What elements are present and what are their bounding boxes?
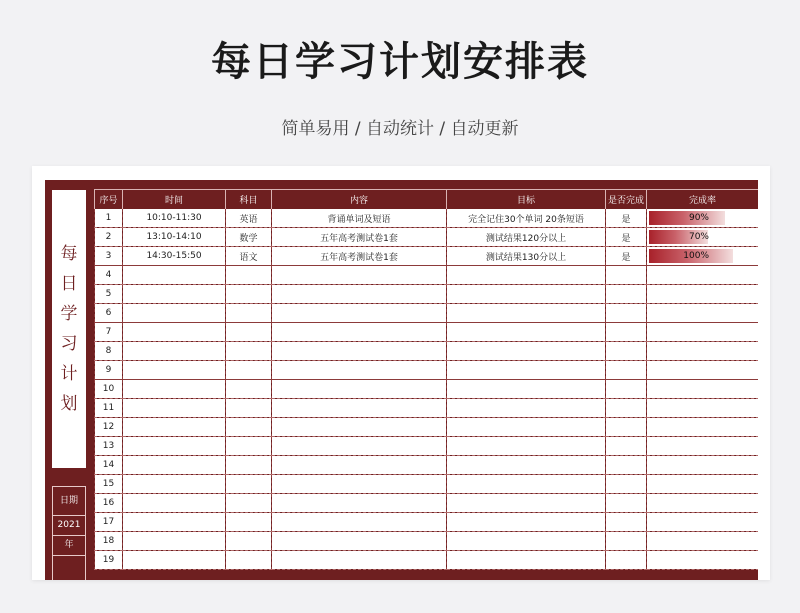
header-goal: 目标: [447, 190, 606, 210]
cell-time[interactable]: [123, 475, 226, 494]
rate-label: 90%: [688, 213, 709, 223]
cell-done[interactable]: [606, 494, 647, 513]
cell-content[interactable]: [272, 361, 447, 380]
cell-time[interactable]: [123, 380, 226, 399]
cell-rate[interactable]: [647, 513, 759, 532]
side-title-char: 每: [60, 244, 78, 264]
table-row: [95, 285, 759, 304]
cell-goal[interactable]: [447, 285, 606, 304]
cell-subject[interactable]: [226, 513, 272, 532]
cell-subject[interactable]: [226, 285, 272, 304]
cell-done[interactable]: 是: [606, 228, 647, 247]
cell-goal[interactable]: [447, 494, 606, 513]
cell-index[interactable]: 15: [95, 475, 123, 494]
cell-content[interactable]: [272, 418, 447, 437]
table-header-row: [95, 190, 759, 210]
cell-rate[interactable]: [647, 380, 759, 399]
cell-subject[interactable]: [226, 551, 272, 570]
cell-index[interactable]: 2: [95, 228, 123, 247]
cell-index[interactable]: 11: [95, 399, 123, 418]
cell-time[interactable]: 14:30-15:50: [123, 247, 226, 266]
cell-done[interactable]: 是: [606, 209, 647, 228]
cell-goal[interactable]: 测试结果120分以上: [447, 228, 606, 247]
cell-subject[interactable]: 英语: [226, 209, 272, 228]
page-title: 每日学习计划安排表: [211, 39, 589, 85]
side-title-char: 习: [60, 334, 78, 354]
cell-done[interactable]: [606, 475, 647, 494]
cell-index[interactable]: 3: [95, 247, 123, 266]
cell-goal[interactable]: [447, 399, 606, 418]
cell-goal[interactable]: [447, 456, 606, 475]
cell-subject[interactable]: [226, 380, 272, 399]
rate-bar-track: [649, 211, 756, 225]
cell-content[interactable]: [272, 456, 447, 475]
table-row: [95, 456, 759, 475]
cell-done[interactable]: 是: [606, 247, 647, 266]
cell-goal[interactable]: [447, 475, 606, 494]
cell-subject[interactable]: [226, 532, 272, 551]
cell-content[interactable]: 背诵单词及短语: [272, 209, 447, 228]
cell-done[interactable]: [606, 342, 647, 361]
cell-content[interactable]: [272, 342, 447, 361]
cell-content[interactable]: [272, 437, 447, 456]
side-title-char: 计: [60, 364, 78, 384]
cell-rate[interactable]: [647, 418, 759, 437]
table-row: [95, 304, 759, 323]
plan-table: [94, 189, 758, 570]
cell-rate[interactable]: [647, 323, 759, 342]
cell-subject[interactable]: [226, 456, 272, 475]
cell-time[interactable]: [123, 513, 226, 532]
cell-done[interactable]: [606, 418, 647, 437]
cell-index[interactable]: 9: [95, 361, 123, 380]
cell-goal[interactable]: [447, 323, 606, 342]
cell-content[interactable]: [272, 304, 447, 323]
cell-index[interactable]: 8: [95, 342, 123, 361]
header-time: 时间: [123, 190, 226, 210]
cell-rate[interactable]: [647, 304, 759, 323]
cell-time[interactable]: [123, 266, 226, 285]
table-row: [95, 247, 759, 266]
cell-subject[interactable]: [226, 304, 272, 323]
cell-done[interactable]: [606, 399, 647, 418]
cell-rate[interactable]: [647, 399, 759, 418]
cell-index[interactable]: 10: [95, 380, 123, 399]
rate-label: 100%: [683, 251, 709, 261]
cell-time[interactable]: [123, 323, 226, 342]
side-title-char: 划: [60, 394, 78, 414]
table-row: [95, 209, 759, 228]
table-row: [95, 266, 759, 285]
cell-rate[interactable]: [647, 247, 759, 266]
cell-index[interactable]: 17: [95, 513, 123, 532]
cell-subject[interactable]: [226, 418, 272, 437]
cell-rate[interactable]: [647, 285, 759, 304]
cell-content[interactable]: [272, 494, 447, 513]
cell-content[interactable]: [272, 532, 447, 551]
cell-subject[interactable]: 语文: [226, 247, 272, 266]
cell-content[interactable]: [272, 551, 447, 570]
cell-index[interactable]: 4: [95, 266, 123, 285]
cell-goal[interactable]: [447, 266, 606, 285]
cell-rate[interactable]: [647, 437, 759, 456]
cell-done[interactable]: [606, 456, 647, 475]
cell-time[interactable]: [123, 418, 226, 437]
cell-content[interactable]: [272, 266, 447, 285]
table-row: [95, 437, 759, 456]
table-body: [95, 209, 759, 570]
header-done: 是否完成: [606, 190, 647, 210]
cell-rate[interactable]: [647, 532, 759, 551]
sheet-card: [32, 166, 770, 580]
date-label: 日期: [53, 487, 85, 516]
table-row: [95, 323, 759, 342]
cell-goal[interactable]: [447, 551, 606, 570]
side-title-box: [52, 190, 86, 468]
cell-goal[interactable]: 测试结果130分以上: [447, 247, 606, 266]
cell-index[interactable]: 7: [95, 323, 123, 342]
cell-index[interactable]: 13: [95, 437, 123, 456]
cell-time[interactable]: [123, 304, 226, 323]
cell-index[interactable]: 6: [95, 304, 123, 323]
cell-rate[interactable]: [647, 209, 759, 228]
cell-index[interactable]: 19: [95, 551, 123, 570]
cell-rate[interactable]: [647, 342, 759, 361]
cell-subject[interactable]: [226, 266, 272, 285]
table-row: [95, 342, 759, 361]
cell-content[interactable]: [272, 475, 447, 494]
cell-content[interactable]: [272, 513, 447, 532]
table-row: [95, 551, 759, 570]
table-row: [95, 418, 759, 437]
page-subtitle: 简单易用 / 自动统计 / 自动更新: [281, 119, 519, 139]
cell-subject[interactable]: 数学: [226, 228, 272, 247]
cell-done[interactable]: [606, 513, 647, 532]
cell-time[interactable]: [123, 494, 226, 513]
sheet-frame: [45, 180, 758, 580]
cell-rate[interactable]: [647, 494, 759, 513]
table-row: [95, 532, 759, 551]
table-row: [95, 475, 759, 494]
side-title-char: 日: [60, 274, 78, 294]
rate-bar-track: [649, 230, 756, 244]
cell-subject[interactable]: [226, 399, 272, 418]
cell-time[interactable]: [123, 551, 226, 570]
cell-time[interactable]: [123, 399, 226, 418]
cell-goal[interactable]: [447, 513, 606, 532]
table-row: [95, 228, 759, 247]
cell-time[interactable]: [123, 361, 226, 380]
cell-subject[interactable]: [226, 323, 272, 342]
table-row: [95, 399, 759, 418]
cell-goal[interactable]: [447, 437, 606, 456]
cell-rate[interactable]: [647, 456, 759, 475]
date-year-unit: 年: [53, 536, 85, 556]
cell-done[interactable]: [606, 285, 647, 304]
cell-subject[interactable]: [226, 361, 272, 380]
cell-rate[interactable]: [647, 551, 759, 570]
header-subject: 科目: [226, 190, 272, 210]
side-title-char: 学: [60, 304, 78, 324]
cell-done[interactable]: [606, 551, 647, 570]
table-row: [95, 361, 759, 380]
header-index: 序号: [95, 190, 123, 210]
cell-goal[interactable]: 完全记住30个单词 20条短语: [447, 209, 606, 228]
date-year[interactable]: 2021: [53, 516, 85, 536]
cell-index[interactable]: 18: [95, 532, 123, 551]
header-content: 内容: [272, 190, 447, 210]
cell-content[interactable]: [272, 285, 447, 304]
cell-time[interactable]: [123, 532, 226, 551]
table-row: [95, 380, 759, 399]
cell-rate[interactable]: [647, 475, 759, 494]
cell-subject[interactable]: [226, 475, 272, 494]
cell-goal[interactable]: [447, 361, 606, 380]
cell-content[interactable]: [272, 380, 447, 399]
cell-index[interactable]: 5: [95, 285, 123, 304]
cell-done[interactable]: [606, 380, 647, 399]
cell-index[interactable]: 14: [95, 456, 123, 475]
cell-content[interactable]: 五年高考测试卷1套: [272, 228, 447, 247]
cell-time[interactable]: [123, 437, 226, 456]
cell-done[interactable]: [606, 437, 647, 456]
header-rate: 完成率: [647, 190, 759, 210]
cell-done[interactable]: [606, 532, 647, 551]
cell-time[interactable]: 10:10-11:30: [123, 209, 226, 228]
cell-time[interactable]: [123, 342, 226, 361]
table-row: [95, 494, 759, 513]
cell-subject[interactable]: [226, 494, 272, 513]
cell-goal[interactable]: [447, 380, 606, 399]
cell-index[interactable]: 12: [95, 418, 123, 437]
cell-content[interactable]: 五年高考测试卷1套: [272, 247, 447, 266]
cell-goal[interactable]: [447, 304, 606, 323]
cell-time[interactable]: [123, 456, 226, 475]
cell-rate[interactable]: [647, 266, 759, 285]
cell-rate[interactable]: [647, 228, 759, 247]
cell-done[interactable]: [606, 304, 647, 323]
cell-index[interactable]: 1: [95, 209, 123, 228]
cell-content[interactable]: [272, 323, 447, 342]
cell-time[interactable]: 13:10-14:10: [123, 228, 226, 247]
cell-done[interactable]: [606, 323, 647, 342]
cell-goal[interactable]: [447, 532, 606, 551]
cell-subject[interactable]: [226, 437, 272, 456]
cell-goal[interactable]: [447, 418, 606, 437]
rate-bar-track: [649, 249, 756, 263]
cell-index[interactable]: 16: [95, 494, 123, 513]
cell-subject[interactable]: [226, 342, 272, 361]
cell-goal[interactable]: [447, 342, 606, 361]
date-panel: [52, 486, 86, 580]
table-row: [95, 513, 759, 532]
cell-time[interactable]: [123, 285, 226, 304]
cell-rate[interactable]: [647, 361, 759, 380]
cell-done[interactable]: [606, 361, 647, 380]
cell-content[interactable]: [272, 399, 447, 418]
cell-done[interactable]: [606, 266, 647, 285]
rate-label: 70%: [688, 232, 709, 242]
